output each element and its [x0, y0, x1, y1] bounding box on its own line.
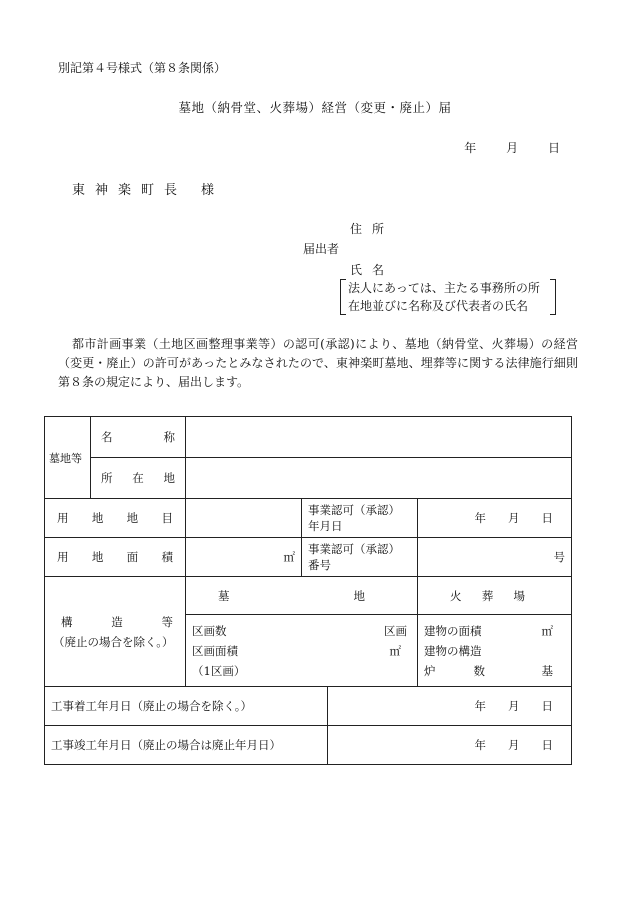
addressee-honorific: 様 — [201, 183, 215, 198]
approval-date-input[interactable]: 年 月 日 — [418, 499, 572, 538]
approval-number-label: 事業認可（承認）番号 — [302, 538, 418, 577]
cemetery-form-table — [44, 416, 572, 765]
furnace-label: 炉 数 — [424, 663, 485, 678]
bracket-left — [340, 279, 346, 315]
addressee — [72, 179, 214, 198]
building-structure-label: 建物の構造 — [424, 643, 482, 658]
building-area-unit: ㎡ — [541, 623, 554, 638]
cemetery-group-label: 墓地等 — [45, 417, 91, 499]
number-unit: 号 — [553, 550, 566, 564]
form-reference: 別記第４号様式（第８条関係） — [58, 61, 227, 75]
land-category-label: 用 地 地 目 — [45, 499, 186, 538]
cemetery-details-cell[interactable] — [186, 615, 418, 687]
furnace-unit: 基 — [541, 663, 554, 678]
location-row-label: 所 在 地 — [91, 458, 186, 499]
page-title: 墓地（納骨堂、火葬場）経営（変更・廃止）届 — [178, 100, 452, 115]
date-year: 年 — [464, 141, 477, 155]
per-plot-label: （1区画） — [192, 663, 246, 678]
plots-label: 区画数 — [192, 623, 227, 638]
structure-label: 構 造 等 （廃止の場合を除く。） — [45, 577, 186, 687]
corporate-note-line1: 法人にあっては、主たる事務所の所 — [348, 281, 540, 295]
corporate-note — [340, 279, 556, 315]
land-area-label: 用 地 面 積 — [45, 538, 186, 577]
approval-date-label: 事業認可（承認）年月日 — [302, 499, 418, 538]
construction-end-input[interactable]: 年 月 日 — [328, 726, 572, 765]
corporate-note-line2: 在地並びに名称及び代表者の氏名 — [348, 299, 529, 313]
date-month: 月 — [506, 141, 519, 155]
building-area-label: 建物の面積 — [424, 623, 482, 638]
name-row-label: 名 称 — [91, 417, 186, 458]
plot-area-unit: ㎡ — [389, 643, 401, 658]
land-category-input[interactable] — [186, 499, 302, 538]
structure-note: （廃止の場合を除く。） — [53, 634, 174, 649]
name-label: 氏名 — [350, 263, 395, 277]
plots-unit: 区画 — [384, 623, 407, 638]
construction-end-label: 工事竣工年月日（廃止の場合は廃止年月日） — [45, 726, 328, 765]
location-input-cell[interactable] — [186, 458, 572, 499]
construction-start-input[interactable]: 年 月 日 — [328, 687, 572, 726]
submitter-label: 届出者 — [303, 242, 340, 256]
submission-date — [438, 139, 560, 156]
bracket-right — [550, 279, 556, 315]
addressee-name: 東神楽町長 — [72, 183, 188, 198]
plot-area-label: 区画面積 — [192, 643, 238, 658]
date-day: 日 — [547, 141, 560, 155]
crematorium-header: 火 葬 場 — [418, 577, 572, 615]
construction-start-label: 工事着工年月日（廃止の場合を除く。） — [45, 687, 328, 726]
land-area-input[interactable] — [186, 538, 302, 577]
cemetery-header: 墓 地 — [186, 577, 418, 615]
name-input-cell[interactable] — [186, 417, 572, 458]
address-label: 住所 — [350, 222, 395, 236]
approval-number-input[interactable] — [418, 538, 572, 577]
declaration-text: 都市計画事業（土地区画整理事業等）の認可(承認)により、墓地（納骨堂、火葬場）の経営（変更・廃止）の許可があったとみなされたので、東神楽町墓地、埋葬等に関する法律施行細則第８条の規定により、届出します。 — [58, 337, 578, 389]
crematorium-details-cell[interactable] — [418, 615, 572, 687]
area-unit: ㎡ — [283, 550, 295, 564]
